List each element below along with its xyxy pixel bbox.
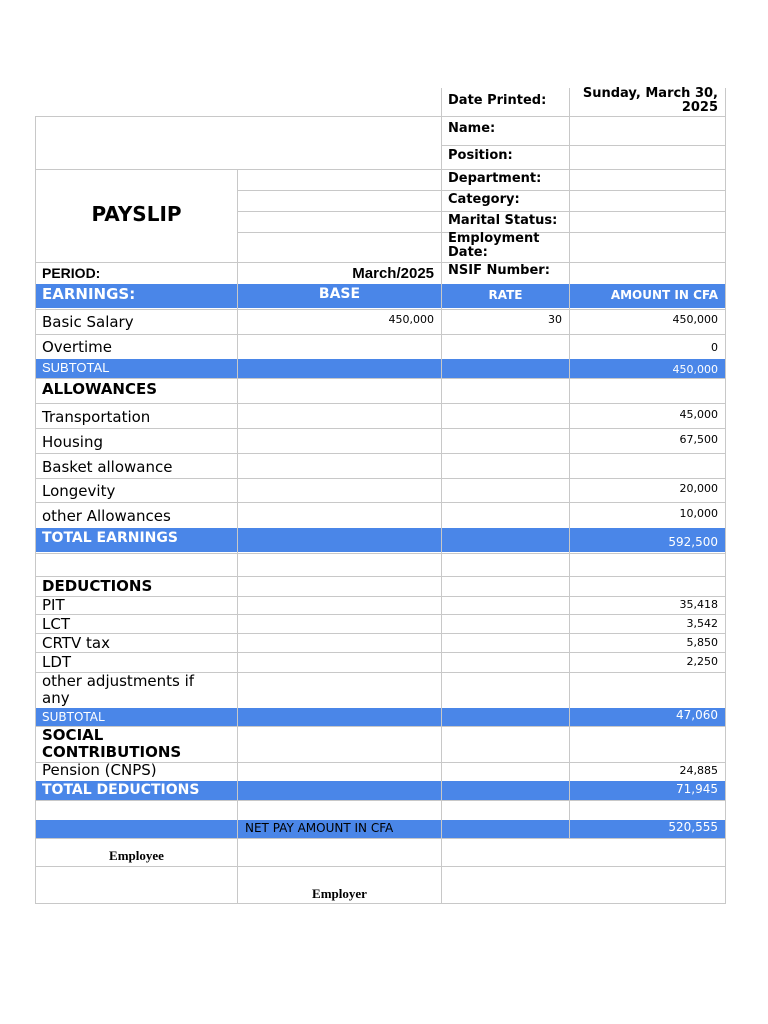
col-header-amount: AMOUNT IN CFA [610, 288, 718, 302]
social-contributions-header-line1: SOCIAL [42, 726, 104, 744]
basic-salary-base: 450,000 [388, 313, 434, 326]
grid-line [35, 378, 725, 379]
grid-line [35, 596, 725, 597]
grid-line [35, 726, 725, 727]
grid-line [35, 903, 725, 904]
deduction-amount: 35,418 [679, 598, 718, 611]
col-header-rate: RATE [488, 288, 523, 302]
grid-line [237, 190, 725, 191]
employment-date-label-line2: Date: [448, 245, 488, 260]
grid-line [35, 453, 725, 454]
grid-line [35, 553, 725, 554]
name-label: Name: [448, 121, 496, 136]
allowance-label: Longevity [42, 482, 116, 500]
grid-line [35, 334, 725, 335]
grid-line [35, 478, 725, 479]
other-adjustments-label-line1: other adjustments if [42, 672, 195, 690]
allowance-label: Housing [42, 433, 103, 451]
earnings-subtotal-amount: 450,000 [672, 363, 718, 376]
deduction-label: LCT [42, 615, 70, 633]
allowance-label: Transportation [42, 408, 151, 426]
deductions-header: DEDUCTIONS [42, 577, 153, 595]
grid-line [35, 633, 725, 634]
basic-salary-amount: 450,000 [672, 313, 718, 326]
employee-signature-label: Employee [109, 848, 164, 863]
nsif-number-label: NSIF Number: [448, 263, 550, 278]
payslip-title: PAYSLIP [91, 202, 182, 226]
grid-line [441, 145, 725, 146]
grid-line [725, 88, 726, 904]
date-printed-value-line1: Sunday, March 30, [582, 86, 718, 101]
grid-line [35, 116, 725, 117]
deduction-label: LDT [42, 653, 72, 671]
grid-line [35, 838, 725, 839]
deduction-amount: 2,250 [686, 655, 718, 668]
date-printed-value-line2: 2025 [681, 100, 718, 115]
allowance-amount: 67,500 [679, 433, 718, 446]
allowance-label: Basket allowance [42, 458, 173, 476]
deduction-amount: 3,542 [686, 617, 718, 630]
deduction-amount: 5,850 [686, 636, 718, 649]
category-label: Category: [448, 192, 520, 207]
total-earnings-label: TOTAL EARNINGS [42, 530, 178, 546]
allowance-amount: 10,000 [679, 507, 718, 520]
overtime-label: Overtime [42, 338, 112, 356]
grid-line [35, 502, 725, 503]
grid-line [35, 116, 36, 904]
grid-line [35, 866, 725, 867]
period-label: PERIOD: [42, 265, 101, 281]
date-printed-label: Date Printed: [448, 93, 547, 108]
grid-line [35, 800, 725, 801]
deduction-label: CRTV tax [42, 634, 110, 652]
allowance-amount: 45,000 [679, 408, 718, 421]
deduction-label: PIT [42, 596, 65, 614]
grid-line [237, 211, 725, 212]
grid-line [35, 652, 725, 653]
grid-line [35, 262, 725, 263]
grid-line [35, 428, 725, 429]
net-pay-label: NET PAY AMOUNT IN CFA [245, 821, 394, 835]
grid-line [35, 614, 725, 615]
total-deductions-label: TOTAL DEDUCTIONS [42, 782, 200, 798]
employer-signature-label: Employer [312, 886, 367, 901]
grid-line [35, 309, 725, 310]
total-deductions-amount: 71,945 [676, 782, 718, 796]
position-label: Position: [448, 148, 513, 163]
deductions-subtotal-label: SUBTOTAL [42, 710, 105, 724]
col-header-base: BASE [318, 286, 361, 302]
allowances-header: ALLOWANCES [42, 380, 158, 398]
earnings-subtotal-label: SUBTOTAL [42, 360, 110, 375]
employment-date-label-line1: Employment [448, 231, 540, 246]
deductions-subtotal-amount: 47,060 [676, 708, 718, 722]
basic-salary-rate: 30 [548, 313, 562, 326]
overtime-amount: 0 [711, 341, 718, 354]
department-label: Department: [448, 171, 542, 186]
basic-salary-label: Basic Salary [42, 313, 134, 331]
grid-line [35, 403, 725, 404]
marital-status-label: Marital Status: [448, 213, 558, 228]
allowance-label: other Allowances [42, 507, 171, 525]
pension-amount: 24,885 [679, 764, 718, 777]
other-adjustments-label-line2: any [42, 689, 70, 707]
pension-label: Pension (CNPS) [42, 761, 157, 779]
period-value: March/2025 [352, 265, 434, 282]
social-contributions-header-line2: CONTRIBUTIONS [42, 743, 182, 761]
net-pay-amount: 520,555 [668, 820, 718, 834]
allowance-amount: 20,000 [679, 482, 718, 495]
total-earnings-amount: 592,500 [668, 535, 718, 549]
grid-line [35, 169, 725, 170]
earnings-header-label: EARNINGS: [42, 285, 136, 303]
